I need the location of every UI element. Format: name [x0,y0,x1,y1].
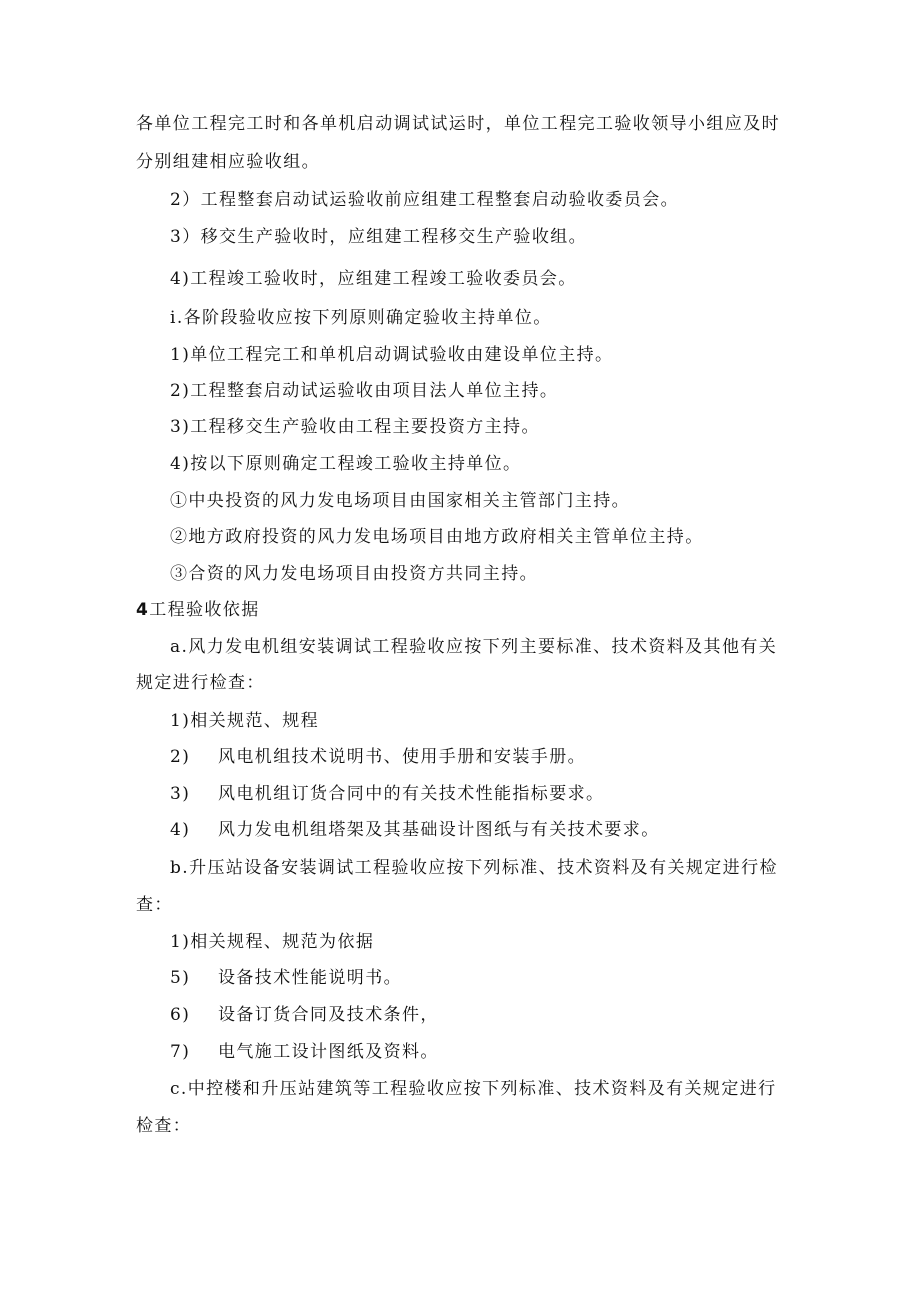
paragraph-line: c.中控楼和升压站建筑等工程验收应按下列标准、技术资料及有关规定进行 [170,1079,777,1099]
paragraph-line: 2）工程整套启动试运验收前应组建工程整套启动验收委员会。 [170,190,680,210]
list-number: 5) [170,968,191,988]
list-item [170,819,660,841]
paragraph-line: 分别组建相应验收组。 [136,152,320,172]
list-number: 2) [170,747,191,767]
list-number: 6) [170,1005,191,1025]
paragraph-line: 2)工程整套启动试运验收由项目法人单位主持。 [170,381,559,401]
list-text: 风电机组技术说明书、使用手册和安装手册。 [218,747,586,767]
list-number: 4) [170,820,191,840]
paragraph-line: 查： [136,895,173,915]
paragraph-line: b.升压站设备安装调试工程验收应按下列标准、技术资料及有关规定进行检 [170,858,778,878]
list-item: 1)相关规程、规范为依据 [170,932,375,952]
paragraph-line: 各单位工程完工时和各单机启动调试试运时，单位工程完工验收领导小组应及时 [136,114,780,134]
paragraph-line: 4)工程竣工验收时，应组建工程竣工验收委员会。 [170,269,577,289]
section-number: 4 [136,600,150,620]
list-text: 设备订货合同及技术条件， [218,1005,439,1025]
list-item [170,1004,439,1026]
paragraph-line: 3)工程移交生产验收由工程主要投资方主持。 [170,417,540,437]
list-number: 7) [170,1042,191,1062]
list-text: 风电机组订货合同中的有关技术性能指标要求。 [218,784,605,804]
list-text: 电气施工设计图纸及资料。 [218,1042,439,1062]
list-item [170,1041,439,1063]
list-item [170,967,402,989]
paragraph-line: i.各阶段验收应按下列原则确定验收主持单位。 [170,308,552,328]
paragraph-line: 3）移交生产验收时，应组建工程移交生产验收组。 [170,227,588,247]
list-text: 风力发电机组塔架及其基础设计图纸与有关技术要求。 [218,820,660,840]
paragraph-line: 规定进行检查： [136,673,265,693]
paragraph-line: 1)单位工程完工和单机启动调试验收由建设单位主持。 [170,345,614,365]
paragraph-line: a.风力发电机组安装调试工程验收应按下列主要标准、技术资料及其他有关 [170,637,778,657]
list-text: 设备技术性能说明书。 [218,968,402,988]
section-title: 工程验收依据 [149,600,260,620]
paragraph-line: ①中央投资的风力发电场项目由国家相关主管部门主持。 [170,491,630,511]
list-number: 3) [170,784,191,804]
list-item [170,783,604,805]
list-item: 1)相关规范、规程 [170,711,320,731]
paragraph-line: ②地方政府投资的风力发电场项目由地方政府相关主管单位主持。 [170,527,704,547]
paragraph-line: 4)按以下原则确定工程竣工验收主持单位。 [170,454,522,474]
paragraph-line: 检查： [136,1116,192,1136]
list-item [170,746,586,768]
section-heading [136,599,260,621]
paragraph-line: ③合资的风力发电场项目由投资方共同主持。 [170,564,538,584]
